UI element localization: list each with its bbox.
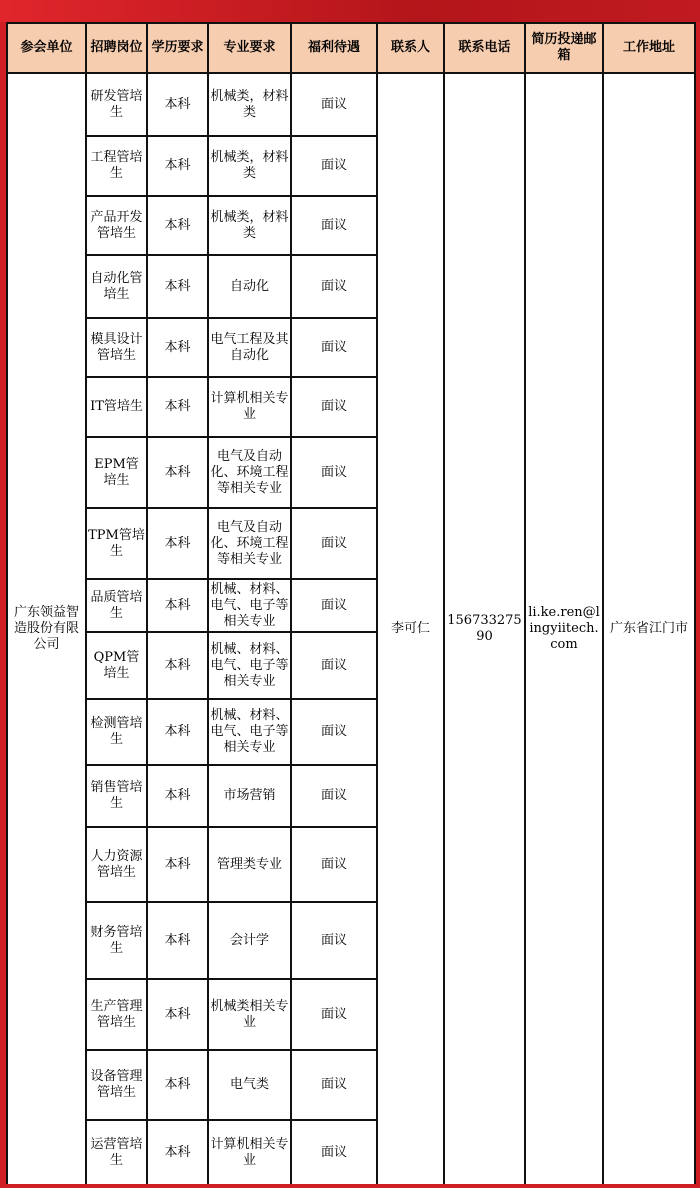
position-cell: TPM管培生 bbox=[86, 508, 147, 579]
education-cell: 本科 bbox=[147, 579, 208, 632]
header-row bbox=[7, 23, 695, 73]
header-cell-benefits: 福利待遇 bbox=[291, 23, 377, 73]
benefits-cell: 面议 bbox=[291, 579, 377, 632]
header-cell-education: 学历要求 bbox=[147, 23, 208, 73]
position-cell: 销售管培生 bbox=[86, 765, 147, 827]
benefits-cell: 面议 bbox=[291, 437, 377, 508]
major-cell: 电气及自动化、环境工程等相关专业 bbox=[208, 437, 291, 508]
address-cell: 广东省江门市 bbox=[603, 73, 695, 1185]
header-cell-phone: 联系电话 bbox=[444, 23, 525, 73]
benefits-cell: 面议 bbox=[291, 902, 377, 979]
education-cell: 本科 bbox=[147, 318, 208, 377]
header-cell-contact: 联系人 bbox=[377, 23, 444, 73]
position-cell: QPM管培生 bbox=[86, 632, 147, 699]
benefits-cell: 面议 bbox=[291, 255, 377, 318]
benefits-cell: 面议 bbox=[291, 377, 377, 437]
position-cell: 设备管理管培生 bbox=[86, 1050, 147, 1120]
education-cell: 本科 bbox=[147, 699, 208, 765]
major-cell: 电气及自动化、环境工程等相关专业 bbox=[208, 508, 291, 579]
benefits-cell: 面议 bbox=[291, 508, 377, 579]
major-cell: 机械类，材料类 bbox=[208, 136, 291, 196]
education-cell: 本科 bbox=[147, 437, 208, 508]
major-cell: 计算机相关专业 bbox=[208, 1120, 291, 1185]
position-cell: 研发管培生 bbox=[86, 73, 147, 136]
major-cell: 会计学 bbox=[208, 902, 291, 979]
education-cell: 本科 bbox=[147, 136, 208, 196]
header-cell-position: 招聘岗位 bbox=[86, 23, 147, 73]
table-row bbox=[7, 73, 695, 136]
education-cell: 本科 bbox=[147, 1050, 208, 1120]
position-cell: IT管培生 bbox=[86, 377, 147, 437]
major-cell: 机械类，材料类 bbox=[208, 73, 291, 136]
education-cell: 本科 bbox=[147, 902, 208, 979]
benefits-cell: 面议 bbox=[291, 827, 377, 902]
benefits-cell: 面议 bbox=[291, 73, 377, 136]
header-cell-company: 参会单位 bbox=[7, 23, 86, 73]
major-cell: 自动化 bbox=[208, 255, 291, 318]
benefits-cell: 面议 bbox=[291, 765, 377, 827]
company-cell: 广东领益智造股份有限公司 bbox=[7, 73, 86, 1185]
major-cell: 机械、材料、电气、电子等相关专业 bbox=[208, 579, 291, 632]
email-cell: li.ke.ren@lingyiitech.com bbox=[525, 73, 603, 1185]
top-red-band bbox=[0, 0, 700, 22]
recruitment-table bbox=[6, 22, 696, 1186]
benefits-cell: 面议 bbox=[291, 1120, 377, 1185]
position-cell: 品质管培生 bbox=[86, 579, 147, 632]
benefits-cell: 面议 bbox=[291, 318, 377, 377]
benefits-cell: 面议 bbox=[291, 1050, 377, 1120]
education-cell: 本科 bbox=[147, 196, 208, 255]
position-cell: 生产管理管培生 bbox=[86, 979, 147, 1050]
education-cell: 本科 bbox=[147, 508, 208, 579]
major-cell: 计算机相关专业 bbox=[208, 377, 291, 437]
recruitment-sheet bbox=[6, 22, 696, 1184]
header-cell-major: 专业要求 bbox=[208, 23, 291, 73]
position-cell: 模具设计管培生 bbox=[86, 318, 147, 377]
benefits-cell: 面议 bbox=[291, 632, 377, 699]
education-cell: 本科 bbox=[147, 827, 208, 902]
major-cell: 机械类相关专业 bbox=[208, 979, 291, 1050]
benefits-cell: 面议 bbox=[291, 979, 377, 1050]
education-cell: 本科 bbox=[147, 377, 208, 437]
major-cell: 管理类专业 bbox=[208, 827, 291, 902]
position-cell: EPM管培生 bbox=[86, 437, 147, 508]
major-cell: 市场营销 bbox=[208, 765, 291, 827]
education-cell: 本科 bbox=[147, 632, 208, 699]
position-cell: 人力资源管培生 bbox=[86, 827, 147, 902]
phone-cell: 15673327590 bbox=[444, 73, 525, 1185]
benefits-cell: 面议 bbox=[291, 136, 377, 196]
header-cell-email: 简历投递邮箱 bbox=[525, 23, 603, 73]
header-cell-address: 工作地址 bbox=[603, 23, 695, 73]
bottom-red-band bbox=[0, 1184, 700, 1188]
contact-person-cell: 李可仁 bbox=[377, 73, 444, 1185]
major-cell: 电气类 bbox=[208, 1050, 291, 1120]
position-cell: 产品开发管培生 bbox=[86, 196, 147, 255]
position-cell: 运营管培生 bbox=[86, 1120, 147, 1185]
education-cell: 本科 bbox=[147, 1120, 208, 1185]
education-cell: 本科 bbox=[147, 765, 208, 827]
education-cell: 本科 bbox=[147, 979, 208, 1050]
education-cell: 本科 bbox=[147, 73, 208, 136]
major-cell: 机械、材料、电气、电子等相关专业 bbox=[208, 632, 291, 699]
major-cell: 电气工程及其自动化 bbox=[208, 318, 291, 377]
position-cell: 工程管培生 bbox=[86, 136, 147, 196]
major-cell: 机械类，材料类 bbox=[208, 196, 291, 255]
education-cell: 本科 bbox=[147, 255, 208, 318]
major-cell: 机械、材料、电气、电子等相关专业 bbox=[208, 699, 291, 765]
position-cell: 自动化管培生 bbox=[86, 255, 147, 318]
benefits-cell: 面议 bbox=[291, 699, 377, 765]
position-cell: 检测管培生 bbox=[86, 699, 147, 765]
position-cell: 财务管培生 bbox=[86, 902, 147, 979]
benefits-cell: 面议 bbox=[291, 196, 377, 255]
